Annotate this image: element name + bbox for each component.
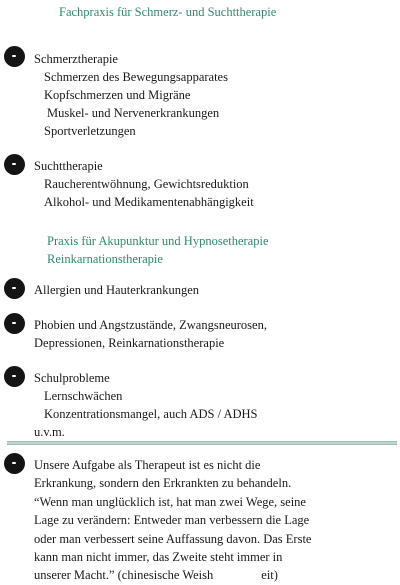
quote-line-last [34, 566, 396, 584]
practice-subheading [47, 232, 269, 268]
section-title: Schulprobleme [34, 371, 110, 385]
subheading-line: Reinkarnationstherapie [47, 252, 163, 266]
quote-last-end: eit) [261, 568, 278, 583]
section-allergien [34, 281, 396, 299]
bullet-icon [4, 453, 25, 474]
section-title: Depressionen, Reinkarnationstherapie [34, 336, 225, 350]
quote-last-start: unserer Macht.” (chinesische Weish [34, 568, 214, 583]
quote-line: Lage zu verändern: Entweder man verbessern die Lage [34, 513, 310, 528]
bullet-icon [4, 366, 25, 387]
list-item: Raucherentwöhnung, Gewichtsreduktion [44, 177, 249, 191]
list-item: Konzentrationsmangel, auch ADS / ADHS [44, 407, 258, 421]
section-title: Suchttherapie [34, 159, 103, 173]
bullet-icon [4, 154, 25, 175]
section-title: Allergien und Hauterkrankungen [34, 283, 199, 297]
practice-heading: Fachpraxis für Schmerz- und Suchttherapie [59, 5, 277, 19]
list-item: Lernschwächen [44, 389, 123, 403]
quote-line: kann man nicht immer, das Zweite steht immer in [34, 550, 283, 565]
section-phobien [34, 316, 396, 352]
section-title: Phobien und Angstzustände, Zwangsneurosen, [34, 318, 267, 332]
quote-paragraph [34, 456, 396, 585]
list-item: Sportverletzungen [44, 124, 136, 138]
list-item: Schmerzen des Bewegungsapparates [44, 70, 228, 84]
list-item: Muskel- und Nervenerkrankungen [47, 106, 220, 120]
section-title: Schmerztherapie [34, 52, 118, 66]
list-footer: u.v.m. [34, 425, 65, 439]
quote-line: Erkrankung, sondern den Erkrankten zu behandeln. [34, 476, 292, 491]
quote-line: “Wenn man unglücklich ist, hat man zwei Wege, seine [34, 494, 306, 509]
quote-line: Unsere Aufgabe als Therapeut ist es nicht die [34, 458, 261, 472]
section-schmerztherapie [34, 50, 396, 140]
section-suchttherapie [34, 157, 396, 211]
quote-line: oder man verbessert seine Auffassung davon. Das Erste [34, 531, 312, 546]
list-item: Alkohol- und Medikamentenabhängigkeit [44, 195, 254, 209]
divider [7, 441, 397, 445]
section-schulprobleme [34, 369, 396, 441]
bullet-icon [4, 313, 25, 334]
subheading-line: Praxis für Akupunktur und Hypnosetherapie [47, 234, 269, 248]
list-item: Kopfschmerzen und Migräne [44, 88, 191, 102]
bullet-icon [4, 46, 25, 67]
bullet-icon [4, 278, 25, 299]
